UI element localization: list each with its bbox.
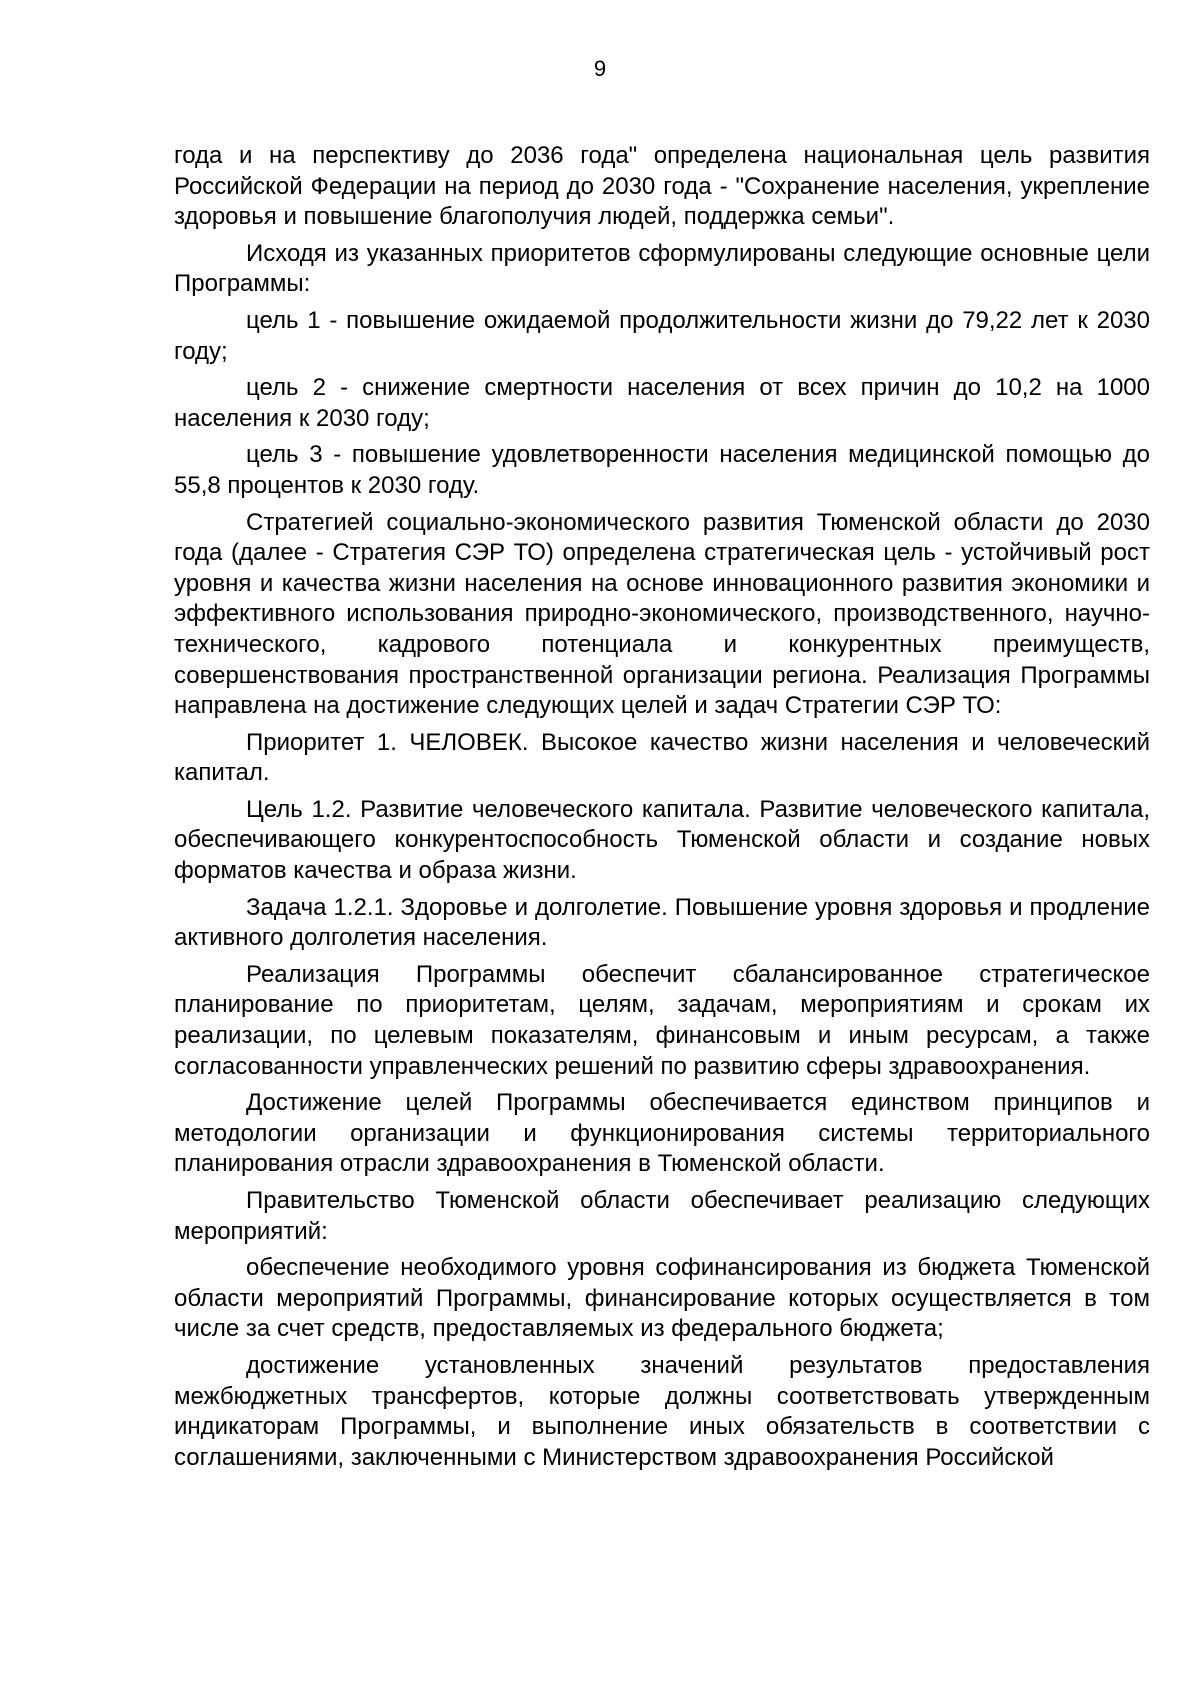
paragraph-government-measures: Правительство Тюменской области обеспечивает реализацию следующих мероприятий:: [174, 1187, 1150, 1245]
paragraph-priority-1: Приоритет 1. ЧЕЛОВЕК. Высокое качество жизни населения и человеческий капитал.: [174, 728, 1150, 787]
paragraph-transfers-results: достижение установленных значений результатов предоставления межбюджетных трансфертов, которые должны соответствовать утвержденным индикаторам Программы, и выполнение иных обязательств в соответствии с соглашениями, заключенными с Министерством здравоохранения Российской: [174, 1351, 1150, 1471]
paragraph-national-goal-continuation: года и на перспективу до 2036 года" определена национальная цель развития Российской Федерации на период до 2030 года - "Сохранение населения, укрепление здоровья и повышение благополучия людей, поддержка семьи".: [174, 142, 1150, 231]
paragraph-program-implementation: Реализация Программы обеспечит сбалансированное стратегическое планирование по приоритетам, целям, задачам, мероприятиям и срокам их реализации, по целевым показателям, финансовым и иным ресурсам, а также согласованности управленческих решений по развитию сферы здравоохранения.: [174, 960, 1150, 1080]
paragraph-program-goals-intro: Исходя из указанных приоритетов сформулированы следующие основные цели Программы:: [174, 239, 1150, 298]
paragraph-goal-1: цель 1 - повышение ожидаемой продолжительности жизни до 79,22 лет к 2030 году;: [174, 306, 1150, 365]
paragraph-goals-achievement: Достижение целей Программы обеспечивается единством принципов и методологии организации и функционирования системы территориального планирования отрасли здравоохранения в Тюменской области.: [174, 1089, 1150, 1178]
page-number: 9: [593, 56, 607, 81]
paragraph-cofinancing: обеспечение необходимого уровня софинансирования из бюджета Тюменской области мероприятий Программы, финансирование которых осуществляется в том числе за счет средств, предоставляемых из федерального бюджета;: [174, 1254, 1150, 1343]
paragraph-strategy-ser-to: Стратегией социально-экономического развития Тюменской области до 2030 года (далее - Стратегия СЭР ТО) определена стратегическая цель - устойчивый рост уровня и качества жизни населения на основе инновационного развития экономики и эффективного использования природно-экономического, производственного, научно-технического, кадрового потенциала и конкурентных преимуществ, совершенствования пространственной организации региона. Реализация Программы направлена на достижение следующих целей и задач Стратегии СЭР ТО:: [174, 508, 1150, 720]
paragraph-goal-3: цель 3 - повышение удовлетворенности населения медицинской помощью до 55,8 процентов к 2030 году.: [174, 441, 1150, 499]
paragraph-task-1-2-1: Задача 1.2.1. Здоровье и долголетие. Повышение уровня здоровья и продление активного долголетия населения.: [174, 893, 1150, 952]
paragraph-goal-1-2: Цель 1.2. Развитие человеческого капитала. Развитие человеческого капитала, обеспечивающего конкурентоспособность Тюменской области и создание новых форматов качества и образа жизни.: [174, 795, 1150, 885]
paragraph-goal-2: цель 2 - снижение смертности населения от всех причин до 10,2 на 1000 населения к 2030 году;: [174, 374, 1150, 432]
document-body: [174, 141, 1150, 1479]
